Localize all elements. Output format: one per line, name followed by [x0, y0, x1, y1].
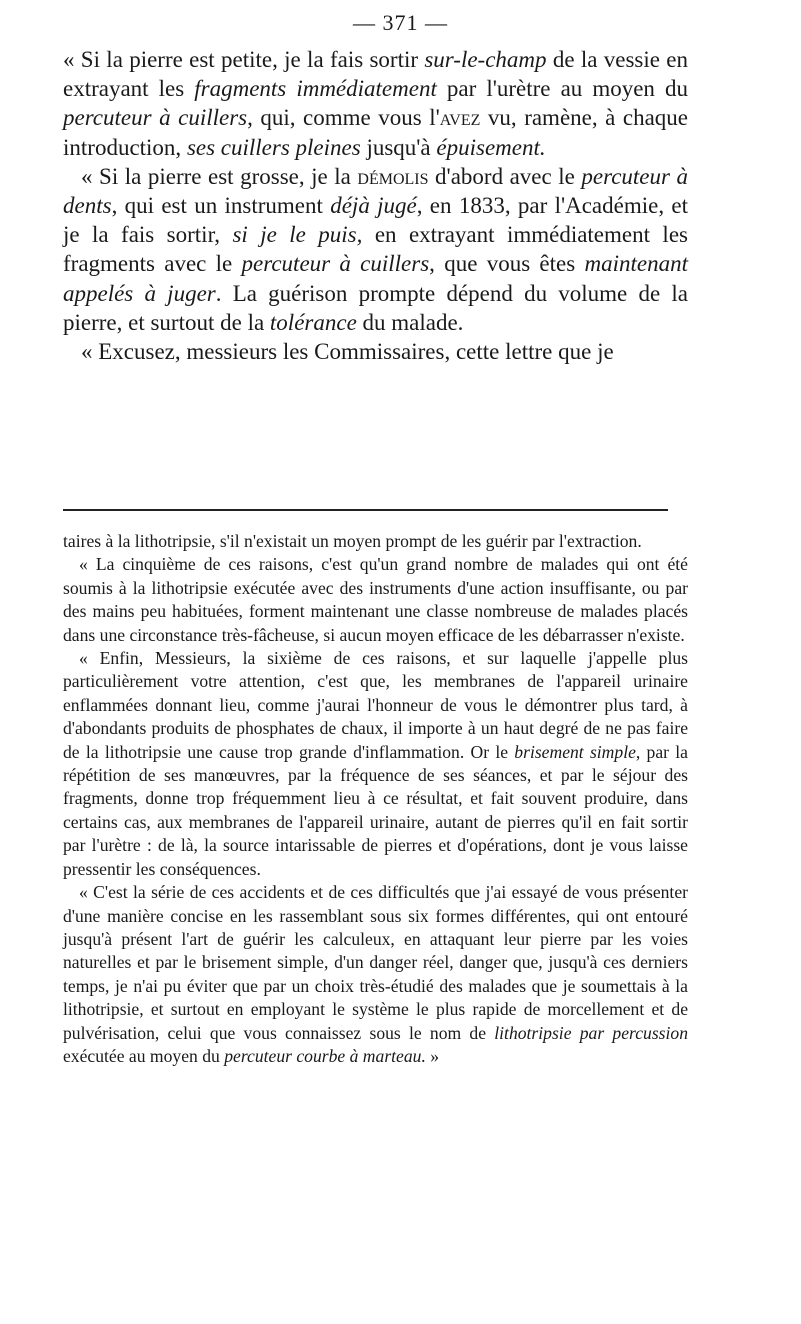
main-paragraph-3: « Excusez, messieurs les Commissaires, cette lettre que je — [81, 339, 614, 365]
text-span: » — [425, 1045, 440, 1066]
italic-span: percuteur à cuillers — [241, 251, 430, 277]
note-paragraph-3 — [63, 647, 688, 881]
footnote-text — [63, 530, 688, 1068]
text-span: par l'urètre au moyen du — [436, 76, 689, 102]
text-span: vu, ramène, à chaque introduction, — [63, 105, 688, 160]
italic-span: épuisement. — [436, 134, 546, 160]
text-span: , que vous êtes — [429, 251, 585, 277]
italic-span: brisement simple — [514, 741, 636, 762]
italic-span: maintenant appelés à juger — [63, 251, 688, 306]
note-paragraph-4 — [63, 881, 688, 1068]
text-span: , qui est un instrument — [111, 193, 331, 219]
text-span: « Enfin, Messieurs, la sixième de ces raisons, et sur laquelle j'appelle plus particulièrement votre attention, c'est que, les membranes de l'appareil urinaire enflammées donnant lieu, comme j'aurai l'honneur de vous le démontrer plus tard, à d'abondants produits de phosphates de chaux, il importe à un haut degré de ne pas faire de la lithotripsie une cause trop grande d'inflammation. Or le — [63, 648, 688, 762]
text-span: , en 1833, par l'Académie, et je la fais sortir, — [63, 193, 688, 248]
italic-span: déjà jugé — [330, 193, 417, 219]
text-span: « Si la pierre est grosse, je la — [81, 163, 358, 189]
text-span: , par la répétition de ses manœuvres, par la fréquence de ses séances, et par le séjour des fragments, donne trop fréquemment lieu à ce résultat, et fait souvent produire, dans certains cas, aux membranes de l'appareil urinaire, autant de pierres qu'il en fait sortir par l'urètre : de là, la source intarissable de pierres et d'opérations, dont je vous laisse pressentir les conséquences. — [63, 741, 688, 879]
text-span: du malade. — [356, 309, 464, 335]
text-span: en extrayant immédiatement les fragments avec le — [63, 222, 688, 277]
italic-span: sur-le-champ — [424, 47, 547, 72]
note-paragraph-1: taires à la lithotripsie, s'il n'existait un moyen prompt de les guérir par l'extraction. — [63, 531, 642, 551]
smallcaps-span: avez — [439, 105, 481, 131]
text-span: de la vessie en extrayant les — [63, 47, 688, 102]
italic-span: percuteur à dents — [63, 163, 688, 219]
text-span: « Si la pierre est petite, je la fais sortir — [63, 47, 425, 72]
text-span: , qui, comme vous l' — [247, 105, 440, 131]
footnote-divider — [63, 509, 668, 511]
note-paragraph-2: « La cinquième de ces raisons, c'est qu'un grand nombre de malades qui ont été soumis à la lithotripsie exécutée avec des instruments d'une action insuffisante, ou par des mains peu habituées, forment maintenant une classe nombreuse de malades placés dans une circonstance très-fâcheuse, si aucun moyen efficace de les débarrasser n'existe. — [63, 554, 688, 645]
italic-span: percuteur à cuillers — [63, 105, 248, 131]
main-paragraph-1 — [63, 45, 688, 162]
italic-span: ses cuillers pleines — [186, 134, 361, 160]
page-number: — 371 — — [353, 10, 448, 35]
smallcaps-span: démolis — [357, 163, 429, 189]
text-span: jusqu'à — [360, 134, 437, 160]
text-span: d'abord avec le — [428, 163, 582, 189]
text-span: « C'est la série de ces accidents et de ces difficultés que j'ai essayé de vous présenter d'une manière concise en les rassemblant sous six formes différentes, qui ont entouré jusqu'à présent l'art de guérir les calculeux, en attaquant leur pierre par les voies naturelles et par le brisement simple, d'un danger réel, danger que, jusqu'à ces derniers temps, je n'ai pu éviter que par un choix très-étudié des malades que je soumettais à la lithotripsie, et surtout en employant le système le plus rapide de morcellement et de pulvérisation, celui que vous connaissez sous le nom de — [63, 882, 688, 1043]
text-span: exécutée au moyen du — [63, 1045, 225, 1066]
italic-span: tolérance — [269, 309, 357, 335]
main-paragraph-2 — [63, 162, 688, 337]
italic-span: lithotripsie par percussion — [494, 1022, 688, 1043]
italic-span: si je le puis, — [232, 222, 363, 248]
italic-span: percuteur courbe à marteau. — [224, 1045, 426, 1066]
main-text — [63, 45, 688, 366]
text-span: . La guérison prompte dépend du volume de la pierre, et surtout de la — [63, 280, 688, 335]
italic-span: fragments immédiatement — [194, 76, 437, 102]
